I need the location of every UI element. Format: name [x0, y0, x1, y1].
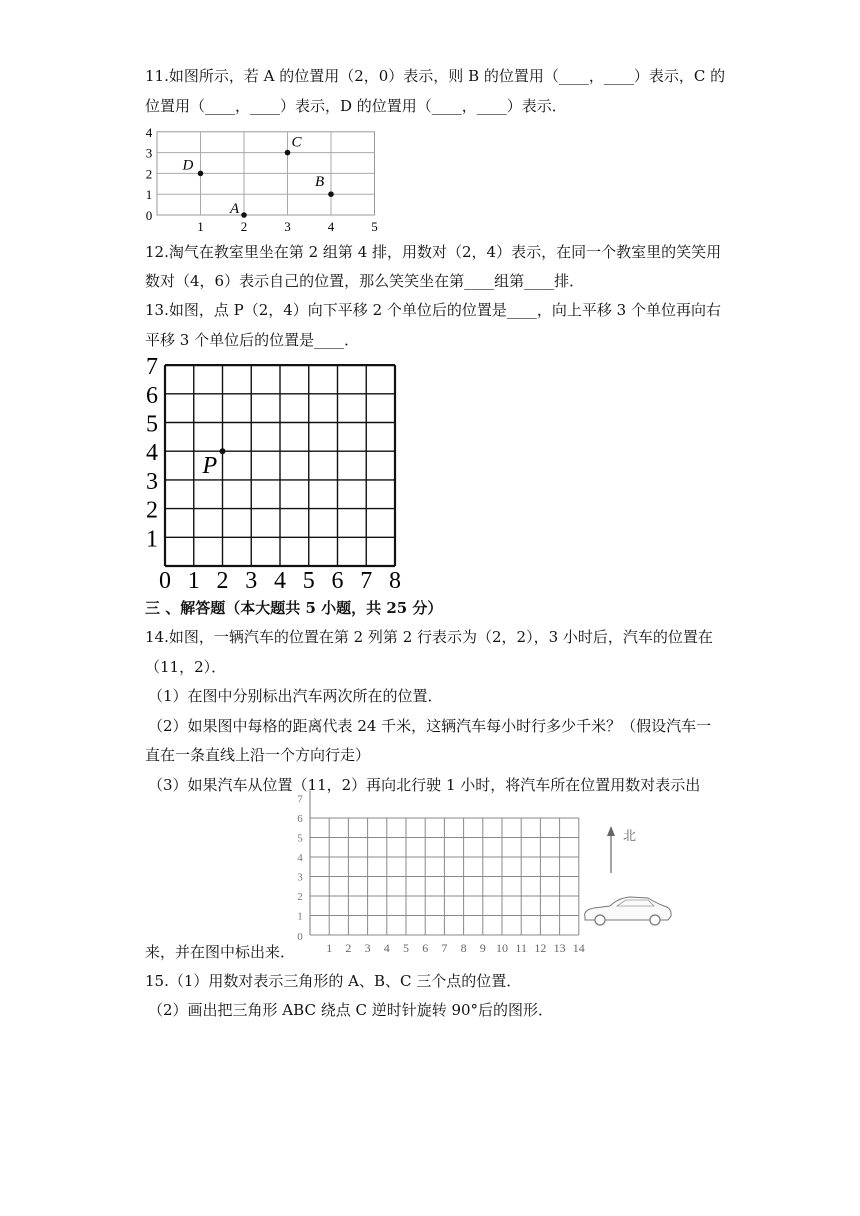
north-label: 北: [623, 829, 637, 844]
q13-x-tick-label: 5: [302, 568, 315, 594]
q11-y-tick-label: 0: [145, 208, 153, 223]
q11-y-tick-label: 2: [145, 166, 153, 182]
q13-y-tick-label: 6: [146, 382, 158, 409]
q11-point-c: [285, 150, 291, 156]
q14-origin-label: 0: [297, 931, 303, 943]
q14-x-tick-label: 7: [441, 941, 448, 955]
q14-sub2b: 直在一条直线上沿一个方向行走）: [145, 746, 371, 764]
q13-x-tick-label: 0: [159, 568, 171, 594]
q14-sub2a: （2）如果图中每格的距离代表 24 千米，这辆汽车每小时行多少千米？（假设汽车一: [148, 717, 712, 735]
q11-point-label-d: D: [182, 157, 194, 174]
q11-x-tick-label: 3: [284, 219, 291, 234]
q14-x-tick-label: 1: [326, 941, 333, 955]
q13-line1: 13.如图，点 P（2，4）向下平移 2 个单位后的位置是____，向上平移 3 个单位再向右: [145, 301, 721, 319]
q12-line1: 12.淘气在教室里坐在第 2 组第 4 排，用数对（2，4）表示，在同一个教室里的笑笑用: [145, 243, 722, 261]
q13-y-tick-label: 3: [146, 468, 158, 495]
q11-x-tick-label: 4: [327, 219, 335, 234]
q13-x-tick-label: 8: [389, 568, 401, 594]
q14-y-tick-label: 1: [297, 910, 303, 923]
north-arrow-icon: [607, 826, 615, 836]
q12-line2: 数对（4，6）表示自己的位置，那么笑笑坐在第____组第____排．: [145, 272, 585, 290]
q14-sub3b: 来，并在图中标出来．: [145, 943, 296, 961]
q11-x-tick-label: 2: [240, 219, 248, 234]
q11-line2: 位置用（____，____）表示，D 的位置用（____，____）表示．: [145, 97, 567, 115]
q14-sub1: （1）在图中分别标出汽车两次所在的位置．: [148, 687, 443, 705]
q14-x-tick-label: 12: [534, 941, 547, 955]
q11-point-b: [328, 191, 334, 197]
q14-x-tick-label: 11: [515, 941, 527, 955]
q11-point-label-c: C: [291, 134, 302, 151]
q11-y-tick-label: 4: [145, 124, 153, 140]
q13-x-tick-label: 4: [274, 568, 286, 594]
q14-x-tick-label: 13: [553, 941, 566, 955]
q13-x-tick-label: 6: [331, 568, 344, 594]
q13-x-tick-label: 7: [360, 568, 373, 594]
q11-point-d: [198, 171, 204, 177]
q14-y-tick-label: 2: [297, 891, 303, 903]
q11-line1: 11.如图所示，若 A 的位置用（2，0）表示，则 B 的位置用（____，____）表示，C 的: [145, 67, 726, 85]
q11-x-tick-label: 5: [371, 219, 378, 234]
q14-x-tick-label: 4: [383, 941, 390, 955]
q13-x-tick-label: 2: [216, 568, 229, 594]
q14-sub3a: （3）如果汽车从位置（11，2）再向北行驶 1 小时，将汽车所在位置用数对表示出: [148, 776, 701, 794]
q13-point-label-p: P: [202, 453, 218, 480]
q13-point-p: [220, 448, 226, 454]
q14-line2: （11，2）．: [145, 658, 227, 676]
q14-x-tick-label: 5: [403, 941, 409, 955]
car-wheel-icon: [595, 915, 605, 925]
q14-y-tick-label: 7: [297, 793, 303, 806]
q11-y-tick-label: 3: [145, 145, 153, 161]
q13-y-tick-label: 2: [146, 497, 158, 524]
q14-x-tick-label: 6: [422, 941, 429, 955]
q13-y-tick-label: 1: [146, 526, 158, 553]
q13-x-tick-label: 3: [245, 568, 258, 594]
q13-line2: 平移 3 个单位后的位置是____．: [145, 331, 360, 349]
q13-y-tick-label: 5: [146, 411, 158, 438]
q11-point-label-b: B: [315, 174, 325, 191]
q14-x-tick-label: 14: [572, 941, 585, 955]
q14-y-tick-label: 5: [297, 832, 303, 845]
q13-x-tick-label: 1: [187, 568, 200, 594]
section-3-heading: 三 、解答题（本大题共 5 小题，共 25 分）: [145, 599, 443, 617]
q11-x-tick-label: 1: [197, 219, 204, 234]
q14-x-tick-label: 8: [460, 941, 467, 955]
q15-line2: （2）画出把三角形 ABC 绕点 C 逆时针旋转 90°后的图形．: [148, 1001, 554, 1019]
q11-point-label-a: A: [230, 201, 240, 217]
q14-x-tick-label: 3: [364, 941, 371, 955]
q14-x-tick-label: 9: [479, 941, 486, 955]
q14-x-tick-label: 10: [496, 941, 508, 955]
q14-y-tick-label: 3: [297, 871, 303, 884]
q11-y-tick-label: 1: [145, 187, 153, 203]
q11-point-a: [241, 212, 247, 218]
q13-y-tick-label: 4: [146, 440, 158, 467]
q14-line1: 14.如图，一辆汽车的位置在第 2 列第 2 行表示为（2，2），3 小时后，汽车的位置在: [145, 628, 713, 646]
q13-y-tick-label: 7: [146, 354, 158, 381]
q15-line1: 15.（1）用数对表示三角形的 A、B、C 三个点的位置．: [145, 972, 522, 990]
q14-y-tick-label: 6: [297, 813, 303, 825]
q14-x-tick-label: 2: [345, 941, 352, 955]
q14-y-tick-label: 4: [297, 852, 303, 864]
car-wheel-icon: [650, 915, 660, 925]
